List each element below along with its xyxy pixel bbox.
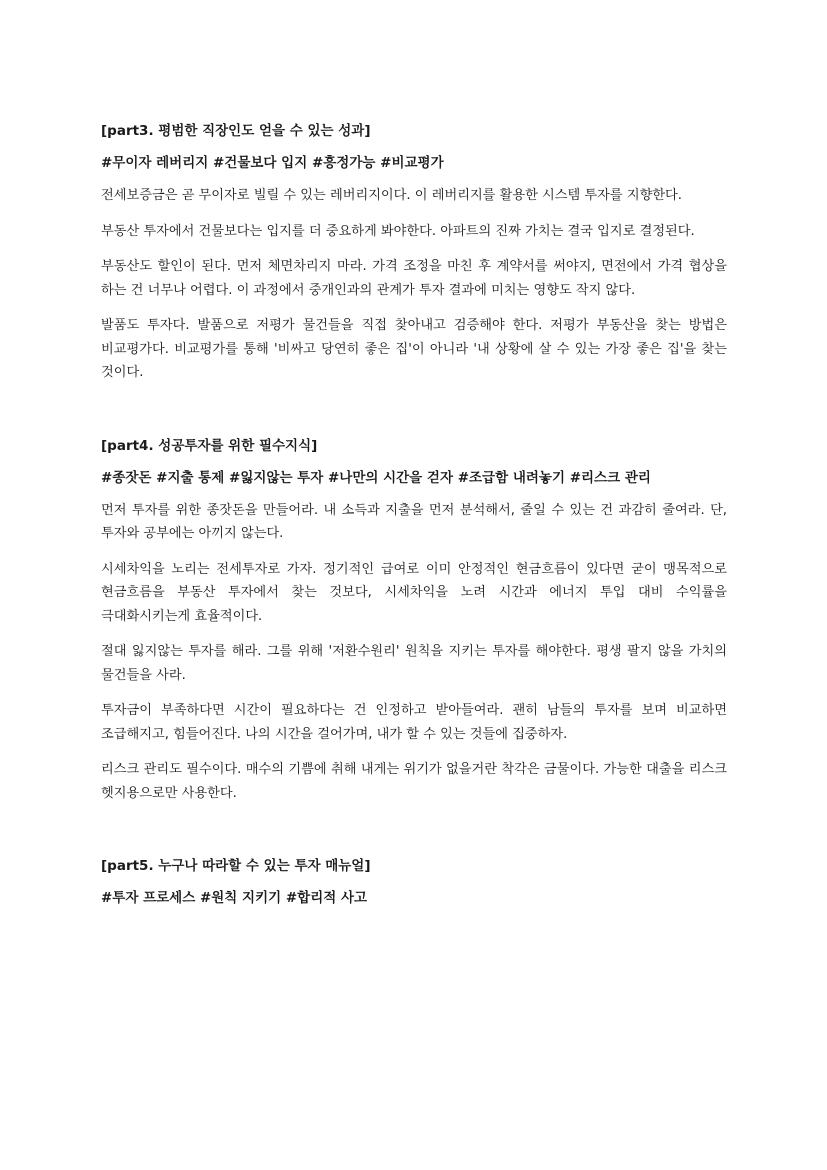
section-heading: [part3. 평범한 직장인도 얻을 수 있는 성과] [101, 123, 371, 139]
section-heading: [part5. 누구나 따라할 수 있는 투자 매뉴얼] [101, 858, 371, 874]
paragraph: 먼저 투자를 위한 종잣돈을 만들어라. 내 소득과 지출을 먼저 분석해서, 줄일 수 있는 건 과감히 줄여라. 단, 투자와 공부에는 아끼지 않는다. [101, 502, 727, 541]
section-tags: #투자 프로세스 #원칙 지키기 #합리적 사고 [101, 890, 368, 906]
paragraph: 시세차익을 노리는 전세투자로 가자. 정기적인 급여로 이미 안정적인 현금흐름이 있다면 굳이 맹목적으로 현금흐름을 부동산 투자에서 찾는 것보다, 시세차익을 노려 시간과 에너지 투입 대비 수익률을 극대화시키는게 효율적이다. [101, 561, 727, 624]
section-heading: [part4. 성공투자를 위한 필수지식] [101, 437, 318, 454]
paragraph: 절대 잃지않는 투자를 해라. 그를 위해 '저환수원리' 원칙을 지키는 투자를 해야한다. 평생 팔지 않을 가치의 물건들을 사라. [101, 644, 727, 683]
section-part5 [101, 855, 727, 909]
paragraph: 투자금이 부족하다면 시간이 필요하다는 건 인정하고 받아들여라. 괜히 남들의 투자를 보며 비교하면 조급해지고, 힘들어진다. 나의 시간을 걸어가며, 내가 할 수 있는 것들에 집중하자. [101, 703, 727, 742]
section-part3 [101, 120, 727, 385]
section-tags: #종잣돈 #지출 통제 #잃지않는 투자 #나만의 시간을 걷자 #조급함 내려놓기 #리스크 관리 [101, 469, 651, 486]
paragraph: 전세보증금은 곧 무이자로 빌릴 수 있는 레버리지이다. 이 레버리지를 활용한 시스템 투자를 지향한다. [101, 188, 682, 203]
section-tags: #무이자 레버리지 #건물보다 입지 #흥정가능 #비교평가 [101, 155, 444, 171]
paragraph: 리스크 관리도 필수이다. 매수의 기쁨에 취해 내게는 위기가 없을거란 착각은 금물이다. 가능한 대출을 리스크 헷지용으로만 사용한다. [101, 762, 727, 801]
document-page [101, 120, 727, 919]
paragraph: 발품도 투자다. 발품으로 저평가 물건들을 직접 찾아내고 검증해야 한다. 저평가 부동산을 찾는 방법은 비교평가다. 비교평가를 통해 '비싸고 당연히 좋은 집'이 아니라 '내 상황에 살 수 있는 가장 좋은 집'을 찾는 것이다. [101, 318, 727, 380]
section-part4 [101, 435, 727, 806]
paragraph: 부동산 투자에서 건물보다는 입지를 더 중요하게 봐야한다. 아파트의 진짜 가치는 결국 입지로 결정된다. [101, 223, 695, 239]
paragraph: 부동산도 할인이 된다. 먼저 체면차리지 마라. 가격 조정을 마친 후 계약서를 써야지, 면전에서 가격 협상을 하는 건 너무나 어렵다. 이 과정에서 중개인과의 관계가 투자 결과에 미치는 영향도 작지 않다. [101, 259, 727, 298]
